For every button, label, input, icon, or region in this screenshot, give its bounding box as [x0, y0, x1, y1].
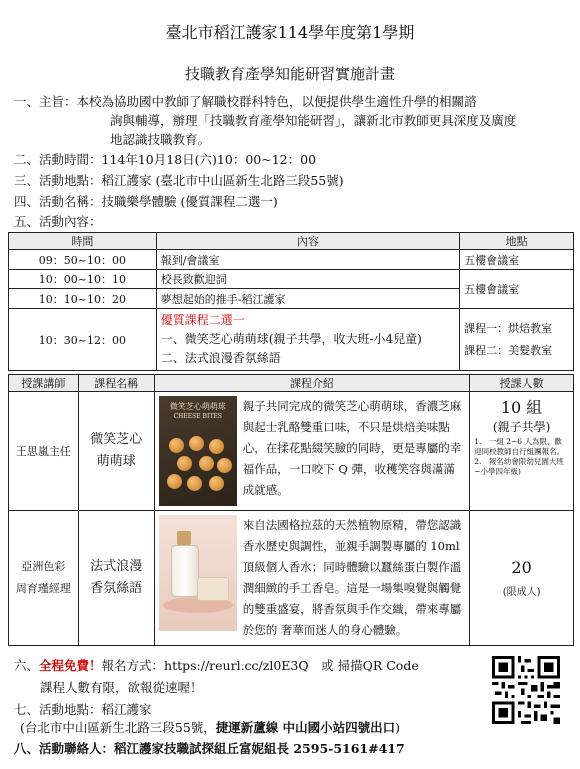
course2-count: 20 [511, 558, 532, 577]
course1-name-line2: 萌萌球 [96, 454, 136, 469]
row4-place-course1: 課程一：烘焙教室 [464, 321, 553, 335]
header-count: 授課人數 [470, 375, 574, 392]
section-6-label: 六、 [14, 658, 40, 673]
free-badge: 全程免費！ [39, 658, 102, 673]
row4-time: 10：30~12：00 [9, 309, 157, 371]
row1-content: 報到/會議室 [156, 250, 459, 270]
section-7: 七、活動地點：稻江護家 [14, 702, 152, 717]
title-line1: 臺北市稻江護家114學年度第1學期 [165, 23, 415, 42]
row4-content-choice: 優質課程二選一 [160, 313, 245, 327]
section-1-label: 一、主旨： [14, 94, 77, 109]
row2-content: 校長致歡迎詞 [156, 270, 459, 289]
course1-photo-subtitle: CHEESE BITES [173, 413, 222, 420]
section-6-line2: 課程人數有限，欲報從速喔！ [40, 680, 203, 695]
course2-count-cell [470, 511, 574, 646]
header-place: 地點 [460, 233, 574, 250]
course2-count-note: (限成人) [502, 587, 541, 598]
course2-photo [159, 515, 237, 631]
section-8-contact: 八、活動聯絡人：稻江護家技職試探組丘富妮組長 2595-5161#417 [14, 741, 405, 756]
course1-intro-cell [154, 392, 469, 511]
row4-place-course2: 課程二：美髮教室 [464, 343, 553, 357]
section-7-close: ) [395, 720, 401, 735]
course2-name-line1: 法式浪漫 [90, 559, 143, 574]
course1-count-note: (親子共學) [492, 420, 551, 434]
section-1-line1: 本校為協助國中教師了解職校群科特色，以便提供學生適性升學的相關諮 [76, 94, 477, 109]
registration-info: 報名方式：https://reurl.cc/zl0E3Q 或 掃描QR Code [101, 658, 419, 673]
row2-place: 五樓會議室 [460, 270, 574, 309]
section-3-location: 三、活動地點：稻江護家 (臺北市中山區新生北路三段55號) [14, 173, 344, 188]
course1-photo-title: 微笑芝心萌萌球 [169, 402, 226, 411]
row4-content-course2: 二、法式浪漫香氛絲語 [160, 351, 281, 365]
row4-content [156, 309, 459, 371]
row1-place: 五樓會議室 [460, 250, 574, 270]
course2-intro-cell [154, 511, 469, 646]
row1-time: 09：50~10：00 [9, 250, 157, 270]
section-7-address: (台北市中山區新生北路三段55號， [20, 720, 216, 735]
header-course-intro: 課程介紹 [154, 375, 469, 392]
course-table [8, 374, 574, 646]
header-time: 時間 [9, 233, 157, 250]
header-content: 內容 [156, 233, 459, 250]
header-course-name: 課程名稱 [78, 375, 154, 392]
course2-teacher-line2: 周育瑾經理 [15, 582, 71, 595]
course1-photo [159, 396, 237, 506]
course1-note1: 1. 一組 2~6 人為限，歡迎同校教師自行組團報名。 [474, 437, 565, 456]
course2-name [78, 511, 154, 646]
schedule-table [8, 232, 574, 371]
section-1 [14, 92, 477, 111]
course1-teacher: 王思嵐主任 [9, 392, 79, 511]
course2-teacher [9, 511, 79, 646]
row4-content-course1: 一、微笑芝心萌萌球(親子共學，收大班-小4兒童) [160, 332, 422, 346]
course1-count-cell [470, 392, 574, 511]
course2-teacher-line1: 亞洲色彩 [21, 560, 66, 573]
qr-code[interactable] [492, 656, 560, 724]
section-1-line2: 詢與輔導，辦理「技職教育產學知能研習」，讓新北市教師更具深度及廣度 [110, 113, 517, 128]
header-teacher: 授課講師 [9, 375, 79, 392]
row3-content: 夢想起始的推手-稻江護家 [156, 289, 459, 309]
course2-description: 來自法國格拉茲的天然植物原精，帶您認識香水歷史與調性，並親手調製專屬的 10ml 頂級個人香水；同時體驗以蠶絲蛋白製作溫潤細緻的手工香皂。這是一場集嗅覺與觸覺的雙重盛宴，將香氛與手作交織，帶來專屬於您的 奢華而迷人的身心體驗。 [242, 518, 462, 637]
section-1-line3: 地認識技職教育。 [110, 132, 211, 147]
section-4-name: 四、活動名稱：技職樂學體驗 (優質課程二選一) [14, 194, 278, 209]
section-7-line2 [20, 718, 400, 737]
course1-count: 10 組 [500, 398, 543, 417]
row2-time: 10：00~10：10 [9, 270, 157, 289]
course2-name-line2: 香氛絲語 [90, 581, 143, 596]
section-7-mrt: 捷運新蘆線 中山國小站四號出口 [215, 720, 396, 735]
section-2-time: 二、活動時間：114年10月18日(六)10：00~12：00 [14, 152, 317, 167]
course1-note2: 2. 報名幼會限幼兒園大班~小學四年級) [474, 457, 564, 476]
section-6 [14, 656, 419, 675]
row3-time: 10：10~10：20 [9, 289, 157, 309]
row4-place [460, 309, 574, 371]
course1-name-line1: 微笑芝心 [90, 432, 143, 447]
course1-description: 親子共同完成的微笑芝心萌萌球，香濃芝麻與起士乳酪雙重口味，不只是烘焙美味點心，在揉花點綴笑臉的同時，更是專屬的幸福作品，一口咬下 Q 彈，收穫笑容與滿滿成就感。 [242, 399, 462, 497]
section-5-content: 五、活動內容： [14, 214, 102, 229]
course1-name [78, 392, 154, 511]
title-line2: 技職教育產學知能研習實施計畫 [184, 65, 395, 83]
